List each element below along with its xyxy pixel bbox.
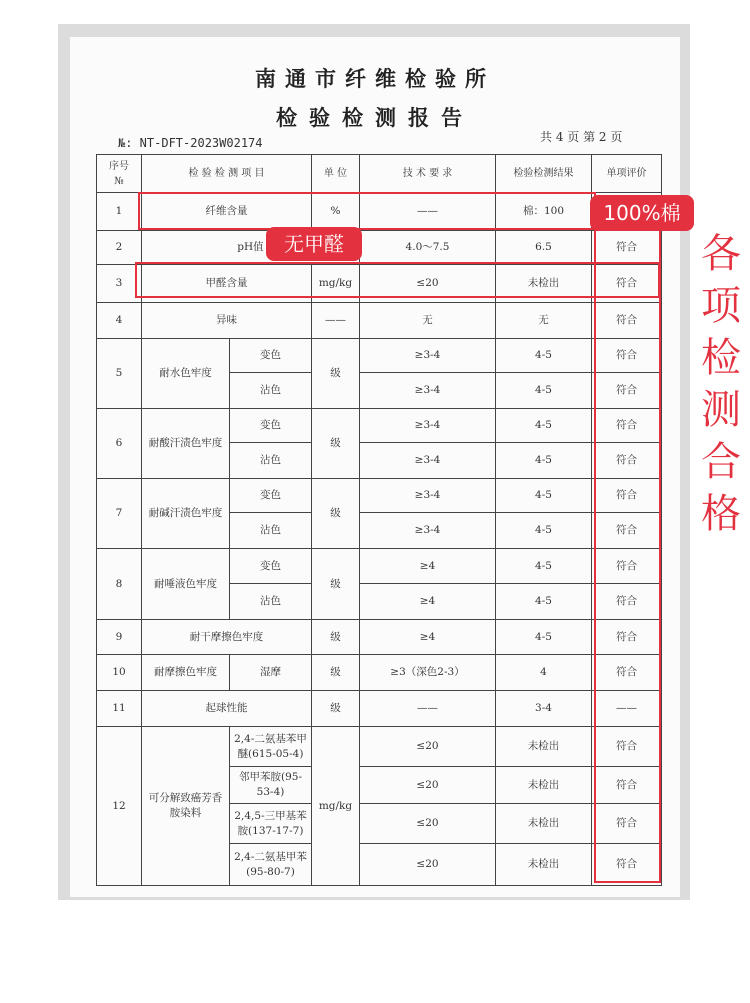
evaluation-column-highlight <box>594 228 661 883</box>
page-info: 共 4 页 第 2 页 <box>540 130 623 144</box>
item-name: 耐碱汗渍色牢度 <box>142 479 230 549</box>
requirement-cell: —— <box>360 691 496 727</box>
requirement-cell: ≥3-4 <box>360 373 496 409</box>
table-row <box>97 727 662 767</box>
result-cell: 未检出 <box>496 727 592 767</box>
side-char: 各 <box>701 231 741 277</box>
item-name: 甲醛含量 <box>142 265 312 303</box>
formaldehyde-tag: 无甲醛 <box>266 227 362 261</box>
result-cell: 4-5 <box>496 479 592 513</box>
item-name: 耐唾液色牢度 <box>142 549 230 620</box>
evaluation-cell: 符合 <box>592 844 662 886</box>
row-number: 4 <box>97 303 142 339</box>
report-number: №: NT-DFT-2023W02174 <box>118 136 263 150</box>
evaluation-cell: 符合 <box>592 655 662 691</box>
sub-item: 变色 <box>230 549 312 584</box>
table-row <box>97 303 662 339</box>
evaluation-cell: 符合 <box>592 339 662 373</box>
item-name: 耐摩擦色牢度 <box>142 655 230 691</box>
table-row <box>97 549 662 584</box>
row-number: 11 <box>97 691 142 727</box>
row-number: 3 <box>97 265 142 303</box>
evaluation-cell: 符合 <box>592 443 662 479</box>
evaluation-cell: 符合 <box>592 513 662 549</box>
result-cell: 无 <box>496 303 592 339</box>
result-cell: 4-5 <box>496 443 592 479</box>
evaluation-cell: 符合 <box>592 804 662 844</box>
sub-item: 变色 <box>230 479 312 513</box>
result-cell: 3-4 <box>496 691 592 727</box>
result-cell: 4-5 <box>496 549 592 584</box>
result-cell: 4-5 <box>496 513 592 549</box>
evaluation-cell: 符合 <box>592 549 662 584</box>
side-char: 项 <box>701 283 741 329</box>
sub-item: 邻甲苯胺(95-53-4) <box>230 767 312 804</box>
unit-cell: —— <box>312 303 360 339</box>
table-row <box>97 620 662 655</box>
table-header-row <box>97 155 662 193</box>
sub-item: 沾色 <box>230 443 312 479</box>
unit-cell: 级 <box>312 479 360 549</box>
result-cell: 未检出 <box>496 265 592 303</box>
side-char: 合 <box>701 439 741 485</box>
result-cell: 4-5 <box>496 584 592 620</box>
evaluation-cell: 符合 <box>592 303 662 339</box>
unit-cell: 级 <box>312 409 360 479</box>
sub-item: 沾色 <box>230 513 312 549</box>
formaldehyde-highlight <box>135 262 660 298</box>
row-number: 8 <box>97 549 142 620</box>
evaluation-cell: 符合 <box>592 373 662 409</box>
requirement-cell: 无 <box>360 303 496 339</box>
institution-title: 南通市纤维检验所 <box>255 66 495 91</box>
requirement-cell: ≥3-4 <box>360 339 496 373</box>
row-number: 10 <box>97 655 142 691</box>
result-cell: 4-5 <box>496 339 592 373</box>
header-seq: 序号 № <box>97 155 142 193</box>
result-cell: 未检出 <box>496 767 592 804</box>
evaluation-cell: 符合 <box>592 409 662 443</box>
header-result: 检验检测结果 <box>496 155 592 193</box>
requirement-cell: ≥4 <box>360 620 496 655</box>
result-cell: 4-5 <box>496 620 592 655</box>
header-requirement: 技 术 要 求 <box>360 155 496 193</box>
sub-item: 2,4-二氨基甲苯(95-80-7) <box>230 844 312 886</box>
sub-item: 沾色 <box>230 584 312 620</box>
header-item: 检 验 检 测 项 目 <box>142 155 312 193</box>
table-row <box>97 231 662 265</box>
evaluation-cell: 符合 <box>592 479 662 513</box>
requirement-cell: ≥3-4 <box>360 479 496 513</box>
unit-cell: mg/kg <box>312 727 360 886</box>
row-number: 7 <box>97 479 142 549</box>
evaluation-cell: 符合 <box>592 231 662 265</box>
side-char: 测 <box>701 387 741 433</box>
requirement-cell: ≥4 <box>360 549 496 584</box>
result-cell: 6.5 <box>496 231 592 265</box>
row-number: 5 <box>97 339 142 409</box>
item-name: 耐水色牢度 <box>142 339 230 409</box>
requirement-cell: ≥3-4 <box>360 443 496 479</box>
unit-cell: % <box>312 193 360 231</box>
item-name: 可分解致癌芳香胺染料 <box>142 727 230 886</box>
result-cell: 未检出 <box>496 804 592 844</box>
cotton-tag: 100%棉 <box>590 195 694 231</box>
requirement-cell: 4.0～7.5 <box>360 231 496 265</box>
side-char: 检 <box>701 335 741 381</box>
unit-cell: 级 <box>312 655 360 691</box>
unit-cell: 级 <box>312 691 360 727</box>
sub-item: 沾色 <box>230 373 312 409</box>
requirement-cell: ≥3（深色2-3） <box>360 655 496 691</box>
table-row <box>97 691 662 727</box>
item-name: 纤维含量 <box>142 193 312 231</box>
evaluation-cell: 符合 <box>592 265 662 303</box>
row-number: 9 <box>97 620 142 655</box>
evaluation-cell: 符合 <box>592 767 662 804</box>
requirement-cell: —— <box>360 193 496 231</box>
table-row <box>97 479 662 513</box>
item-name: 耐干摩擦色牢度 <box>142 620 312 655</box>
side-char: 格 <box>701 491 741 537</box>
sub-item: 2,4-二氨基苯甲醚(615-05-4) <box>230 727 312 767</box>
sub-item: 变色 <box>230 409 312 443</box>
row-number: 6 <box>97 409 142 479</box>
result-cell: 棉：100 <box>496 193 592 231</box>
result-cell: 4 <box>496 655 592 691</box>
requirement-cell: ≤20 <box>360 727 496 767</box>
fiber-content-highlight <box>138 192 596 230</box>
result-cell: 4-5 <box>496 373 592 409</box>
requirement-cell: ≥3-4 <box>360 409 496 443</box>
item-name: 起球性能 <box>142 691 312 727</box>
table-row <box>97 409 662 443</box>
evaluation-cell: —— <box>592 691 662 727</box>
row-number: 1 <box>97 193 142 231</box>
all-passed-text <box>696 228 746 540</box>
evaluation-cell: 符合 <box>592 727 662 767</box>
requirement-cell: ≤20 <box>360 804 496 844</box>
requirement-cell: ≤20 <box>360 265 496 303</box>
unit-cell: 级 <box>312 339 360 409</box>
sub-item: 变色 <box>230 339 312 373</box>
sub-item: 2,4,5-三甲基苯胺(137-17-7) <box>230 804 312 844</box>
report-title: 检验检测报告 <box>276 105 474 130</box>
requirement-cell: ≥3-4 <box>360 513 496 549</box>
unit-cell: mg/kg <box>312 265 360 303</box>
item-name: 异味 <box>142 303 312 339</box>
requirement-cell: ≤20 <box>360 767 496 804</box>
requirement-cell: ≤20 <box>360 844 496 886</box>
result-cell: 4-5 <box>496 409 592 443</box>
item-name: 耐酸汗渍色牢度 <box>142 409 230 479</box>
sub-item: 湿摩 <box>230 655 312 691</box>
unit-cell: 级 <box>312 549 360 620</box>
unit-cell: 级 <box>312 620 360 655</box>
evaluation-cell: 符合 <box>592 584 662 620</box>
table-row <box>97 339 662 373</box>
header-evaluation: 单项评价 <box>592 155 662 193</box>
result-cell: 未检出 <box>496 844 592 886</box>
requirement-cell: ≥4 <box>360 584 496 620</box>
row-number: 12 <box>97 727 142 886</box>
header-unit: 单 位 <box>312 155 360 193</box>
item-name: pH值 <box>142 231 360 265</box>
row-number: 2 <box>97 231 142 265</box>
table-row <box>97 655 662 691</box>
evaluation-cell: 符合 <box>592 620 662 655</box>
